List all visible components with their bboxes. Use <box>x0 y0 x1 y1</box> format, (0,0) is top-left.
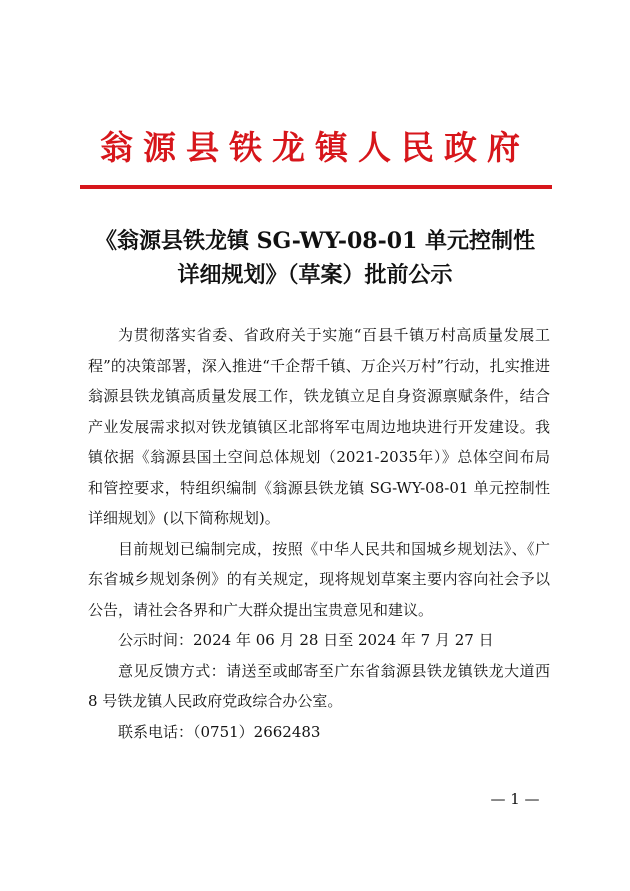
document-body <box>88 320 550 747</box>
contact-phone: 联系电话：（0751）2662483 <box>118 722 321 741</box>
publicity-period: 公示时间：2024 年 06 月 28 日至 2024 年 7 月 27 日 <box>118 631 494 649</box>
document-title <box>0 224 630 292</box>
red-separator-line <box>80 185 552 189</box>
feedback-method: 意见反馈方式：请送至或邮寄至广东省翁源县铁龙镇铁龙大道西 8 号铁龙镇人民政府党政综合办公室。 <box>88 661 550 710</box>
page-number: — 1 — <box>490 790 540 808</box>
title-line-1: 《翁源县铁龙镇 SG-WY-08-01 单元控制性 <box>94 228 536 254</box>
notice-paragraph: 目前规划已编制完成，按照《中华人民共和国城乡规划法》、《广东省城乡规划条例》的有关规定，现将规划草案主要内容向社会予以公告，请社会各界和广大群众提出宝贵意见和建议。 <box>88 539 550 619</box>
intro-paragraph: 为贯彻落实省委、省政府关于实施“百县千镇万村高质量发展工程”的决策部署，深入推进“千企帮千镇、万企兴万村”行动，扎实推进翁源县铁龙镇高质量发展工作，铁龙镇立足自身资源禀赋条件，结合产业发展需求拟对铁龙镇镇区北部将军屯周边地块进行开发建设。我镇依据《翁源县国土空间总体规划（2021-2035年）》总体空间布局和管控要求，特组织编制《翁源县铁龙镇 SG-WY-08-01 单元控制性详细规划》(以下简称规划)。 <box>88 326 550 527</box>
issuing-authority-header: 翁源县铁龙镇人民政府 <box>100 128 530 167</box>
title-line-2: 详细规划》（草案）批前公示 <box>177 262 453 288</box>
